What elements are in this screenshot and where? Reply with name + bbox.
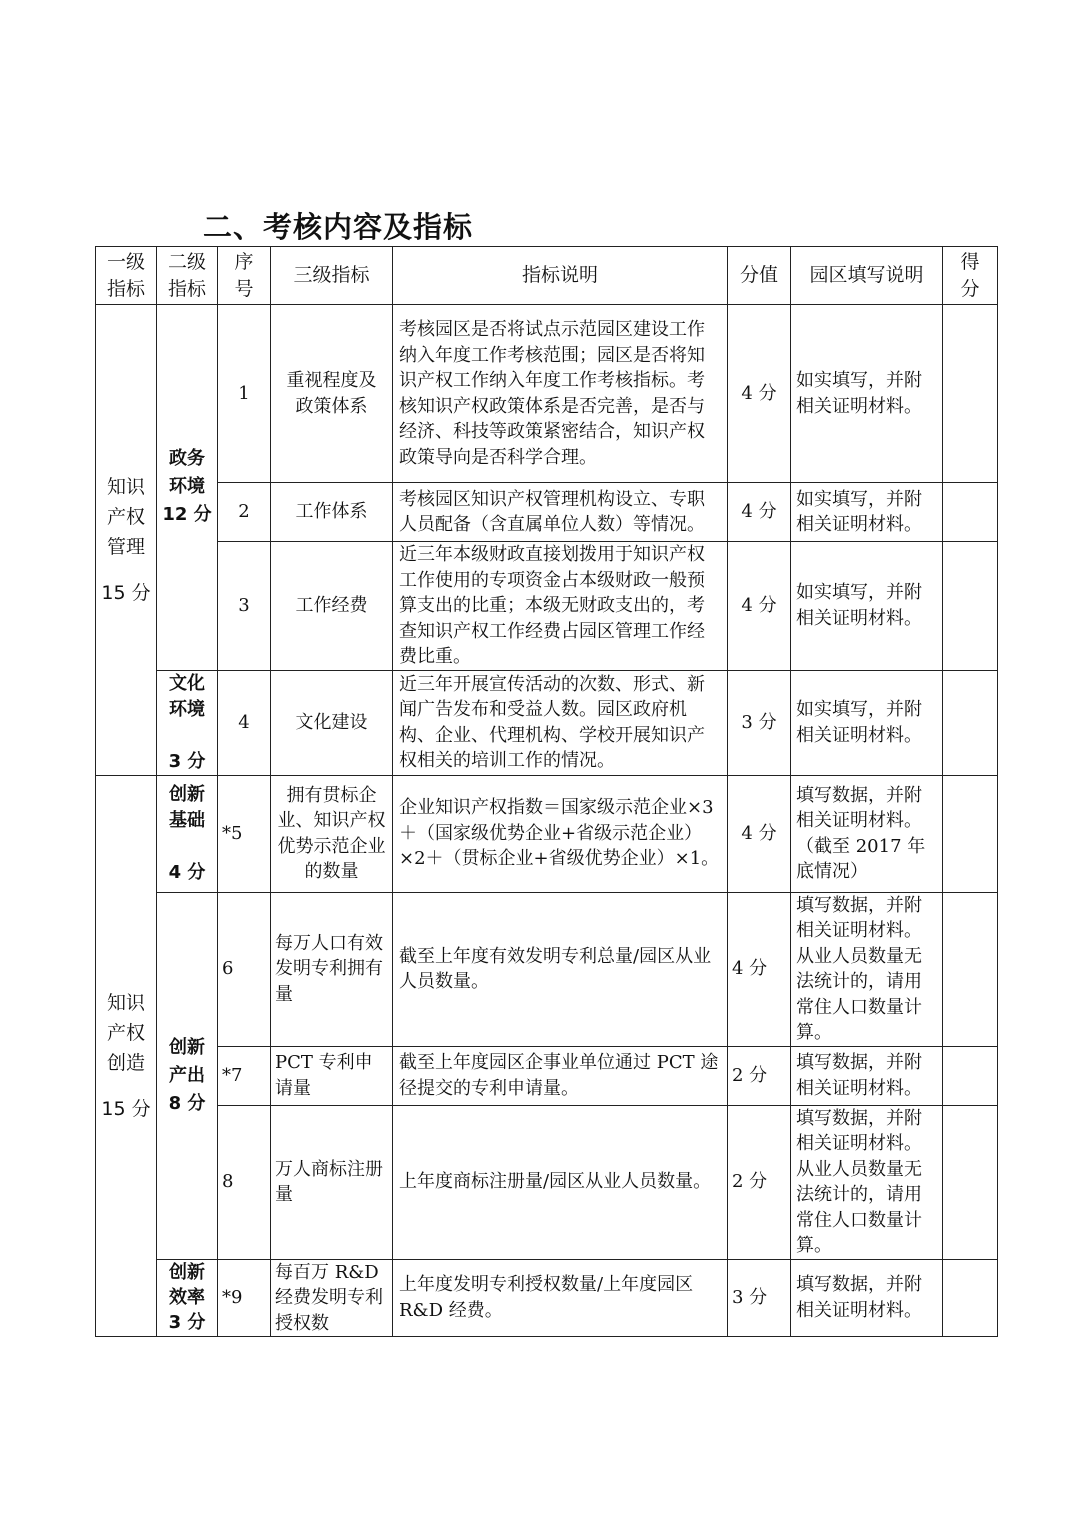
row-obtained-cell (943, 305, 998, 483)
row-score: 3 分 (728, 670, 791, 775)
row-level3: 重视程度及 政策体系 (271, 305, 393, 483)
row-description: 截至上年度有效发明专利总量/园区从业人员数量。 (393, 892, 728, 1046)
row-description: 截至上年度园区企事业单位通过 PCT 途径提交的专利申请量。 (393, 1046, 728, 1105)
row-number: 3 (218, 542, 271, 671)
row-score: 4 分 (728, 305, 791, 483)
table-row (96, 542, 998, 671)
group-name: 知识 产权 管理 (106, 475, 145, 558)
assessment-table (95, 246, 998, 1337)
row-score: 4 分 (728, 775, 791, 892)
table-row (96, 1046, 998, 1105)
subgroup-government-environment: 政务 环境 12 分 (157, 305, 218, 671)
row-obtained-cell (943, 542, 998, 671)
row-level3: PCT 专利申请量 (271, 1046, 393, 1105)
row-level3: 文化建设 (271, 670, 393, 775)
subgroup-culture-environment: 文化 环境 3 分 (157, 670, 218, 775)
row-number: 4 (218, 670, 271, 775)
row-description: 上年度发明专利授权数量/上年度园区 R&D 经费。 (393, 1259, 728, 1337)
group-score: 15 分 (101, 581, 151, 604)
table-row (96, 305, 998, 483)
row-score: 4 分 (728, 892, 791, 1046)
row-level3: 拥有贯标企业、知识产权优势示范企业的数量 (271, 775, 393, 892)
group-name: 知识 产权 创造 (106, 991, 145, 1074)
row-obtained-cell (943, 892, 998, 1046)
header-fill-instruction: 园区填写说明 (791, 247, 943, 305)
header-obtained: 得 分 (943, 247, 998, 305)
row-fill-instruction: 如实填写，并附相关证明材料。 (791, 305, 943, 483)
row-description: 考核园区是否将试点示范园区建设工作纳入年度工作考核范围；园区是否将知识产权工作纳入年度工作考核指标。考核知识产权政策体系是否完善，是否与经济、科技等政策紧密结合，知识产权政策导向是否科学合理。 (393, 305, 728, 483)
table-row (96, 892, 998, 1046)
row-fill-instruction: 填写数据，并附相关证明材料。 (791, 1046, 943, 1105)
row-number: *5 (218, 775, 271, 892)
row-level3: 工作经费 (271, 542, 393, 671)
page-title: 二、考核内容及指标 (203, 210, 474, 244)
row-score: 4 分 (728, 483, 791, 542)
row-number: 2 (218, 483, 271, 542)
row-number: 8 (218, 1105, 271, 1259)
row-score: 3 分 (728, 1259, 791, 1337)
row-fill-instruction: 如实填写，并附相关证明材料。 (791, 670, 943, 775)
row-obtained-cell (943, 1046, 998, 1105)
header-number: 序 号 (218, 247, 271, 305)
header-row (96, 247, 998, 305)
row-level3: 每万人口有效发明专利拥有量 (271, 892, 393, 1046)
row-fill-instruction: 填写数据，并附相关证明材料。从业人员数量无法统计的，请用常住人口数量计算。 (791, 1105, 943, 1259)
header-level1: 一级 指标 (96, 247, 157, 305)
subgroup-innovation-efficiency: 创新 效率 3 分 (157, 1259, 218, 1337)
row-level3: 每百万 R&D 经费发明专利授权数 (271, 1259, 393, 1337)
row-fill-instruction: 如实填写，并附相关证明材料。 (791, 483, 943, 542)
row-description: 上年度商标注册量/园区从业人员数量。 (393, 1105, 728, 1259)
row-level3: 工作体系 (271, 483, 393, 542)
subgroup-innovation-foundation: 创新 基础 4 分 (157, 775, 218, 892)
row-score: 4 分 (728, 542, 791, 671)
row-fill-instruction: 填写数据，并附相关证明材料。 (791, 1259, 943, 1337)
row-number: 6 (218, 892, 271, 1046)
row-description: 企业知识产权指数＝国家级示范企业×3＋（国家级优势企业+省级示范企业）×2＋（贯标企业+省级优势企业）×1。 (393, 775, 728, 892)
row-number: 1 (218, 305, 271, 483)
subgroup-innovation-output: 创新 产出 8 分 (157, 892, 218, 1259)
table-row (96, 1259, 998, 1337)
row-obtained-cell (943, 670, 998, 775)
row-level3: 万人商标注册量 (271, 1105, 393, 1259)
table-row (96, 670, 998, 775)
row-score: 2 分 (728, 1105, 791, 1259)
header-level2: 二级 指标 (157, 247, 218, 305)
header-score: 分值 (728, 247, 791, 305)
row-number: *7 (218, 1046, 271, 1105)
table-row (96, 483, 998, 542)
header-description: 指标说明 (393, 247, 728, 305)
group-score: 15 分 (101, 1097, 151, 1120)
row-obtained-cell (943, 1105, 998, 1259)
row-obtained-cell (943, 775, 998, 892)
row-obtained-cell (943, 483, 998, 542)
row-score: 2 分 (728, 1046, 791, 1105)
row-fill-instruction: 填写数据，并附相关证明材料。（截至 2017 年底情况） (791, 775, 943, 892)
table-row (96, 775, 998, 892)
header-level3: 三级指标 (271, 247, 393, 305)
group-ip-creation (96, 775, 157, 1337)
row-description: 考核园区知识产权管理机构设立、专职人员配备（含直属单位人数）等情况。 (393, 483, 728, 542)
row-number: *9 (218, 1259, 271, 1337)
row-fill-instruction: 填写数据，并附相关证明材料。从业人员数量无法统计的，请用常住人口数量计算。 (791, 892, 943, 1046)
row-description: 近三年开展宣传活动的次数、形式、新闻广告发布和受益人数。园区政府机构、企业、代理机构、学校开展知识产权相关的培训工作的情况。 (393, 670, 728, 775)
row-description: 近三年本级财政直接划拨用于知识产权工作使用的专项资金占本级财政一般预算支出的比重；本级无财政支出的，考查知识产权工作经费占园区管理工作经费比重。 (393, 542, 728, 671)
row-obtained-cell (943, 1259, 998, 1337)
table-row (96, 1105, 998, 1259)
group-ip-management (96, 305, 157, 776)
row-fill-instruction: 如实填写，并附相关证明材料。 (791, 542, 943, 671)
